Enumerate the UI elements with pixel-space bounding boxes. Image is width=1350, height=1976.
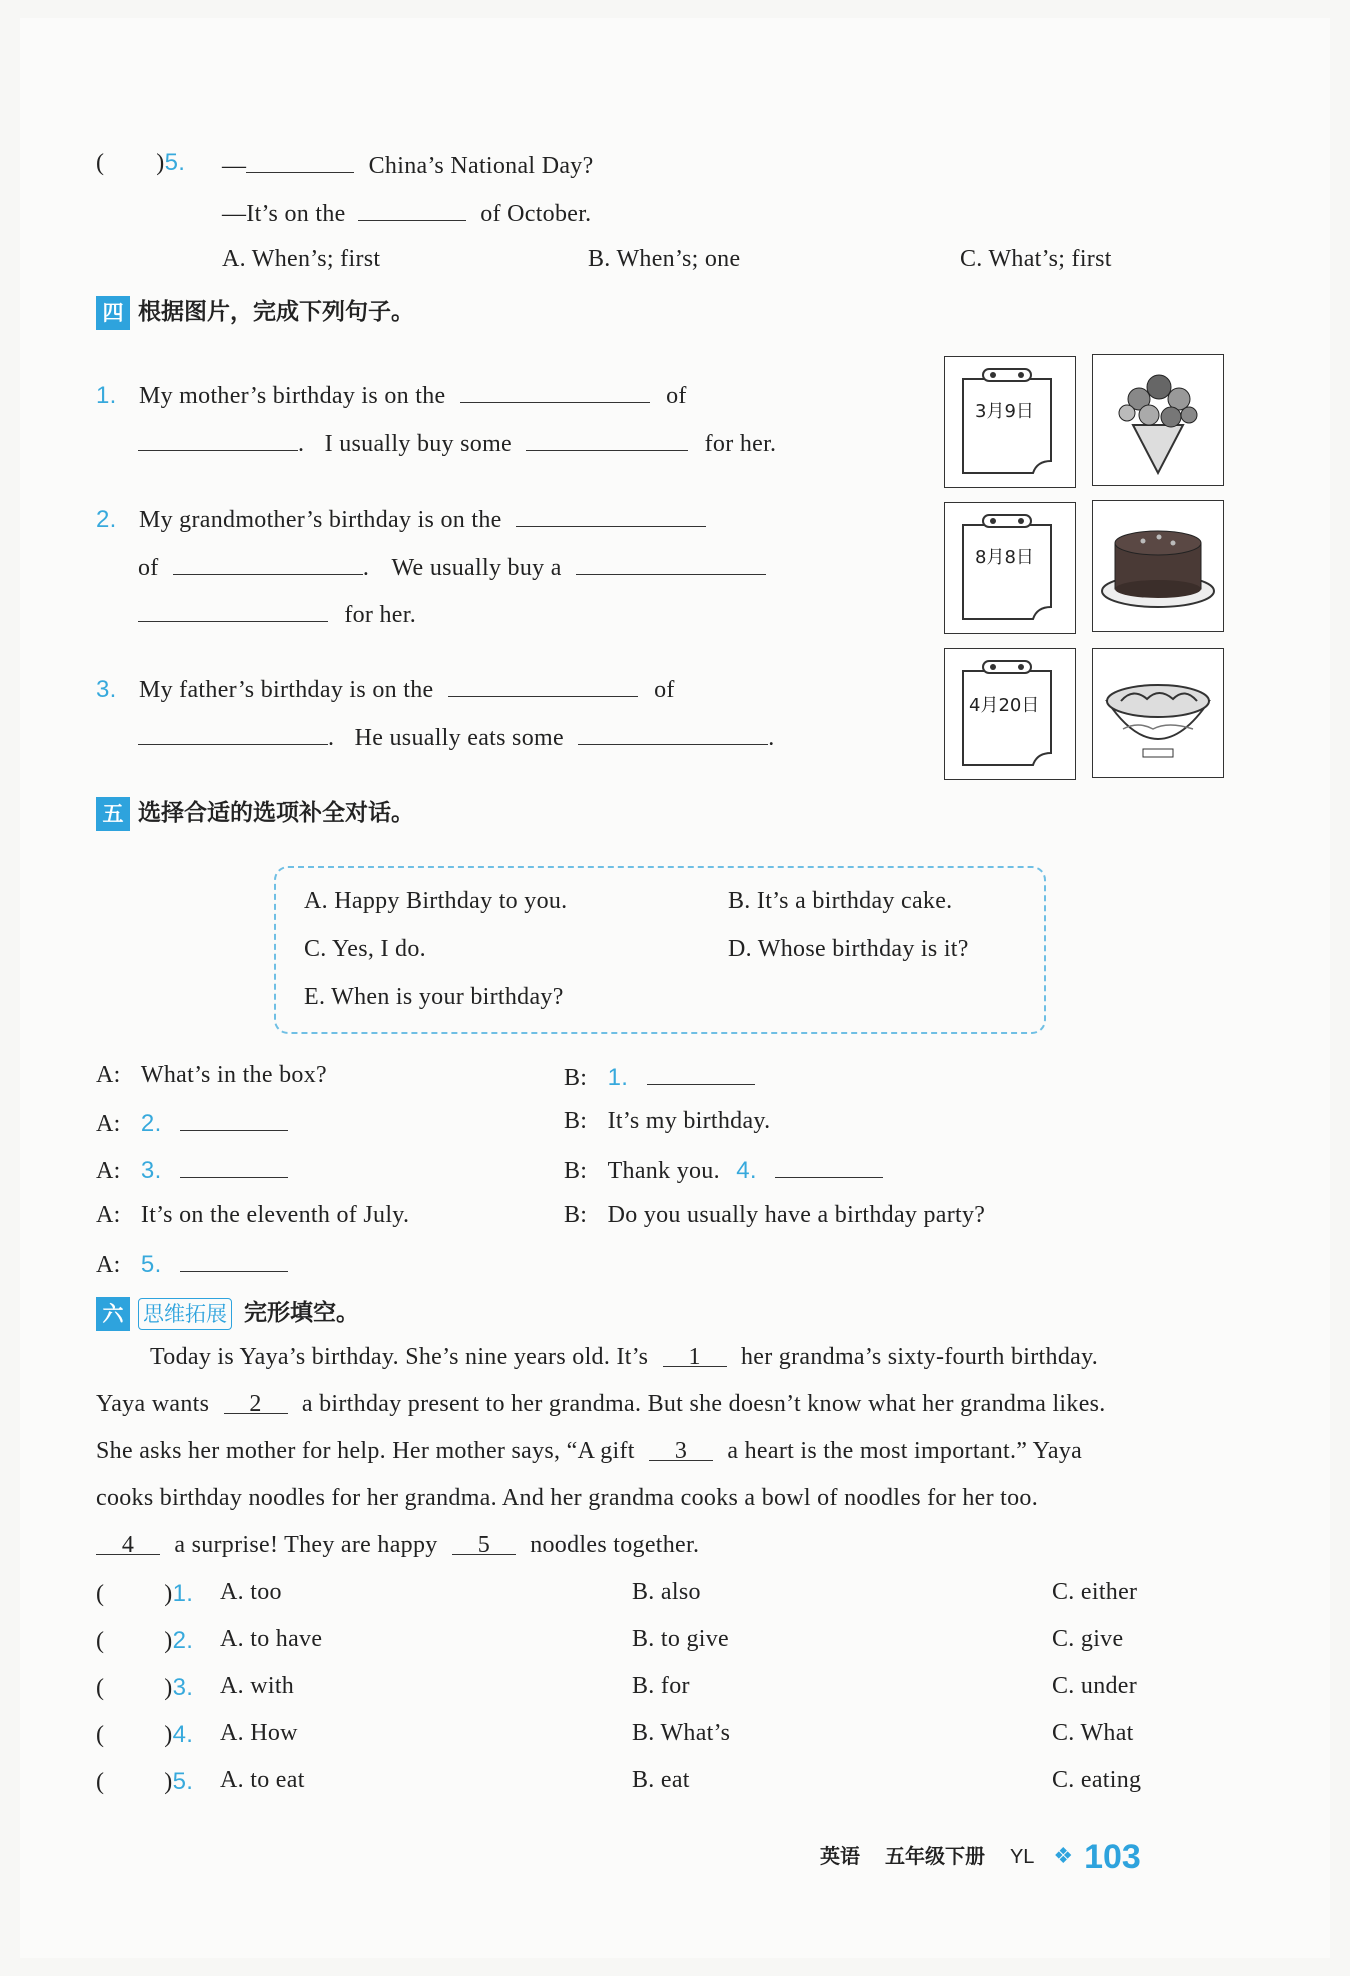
paren-open: ( xyxy=(96,1722,105,1748)
sentence-text: He usually eats some xyxy=(354,725,564,751)
passage-text: her grandma’s sixty-fourth birthday. xyxy=(740,1344,1099,1370)
passage-text: a surprise! They are happy xyxy=(174,1532,438,1558)
fill-blank[interactable] xyxy=(448,672,638,697)
calendar-date: 4月20日 xyxy=(969,695,1040,716)
cloze-blank[interactable]: 2 xyxy=(224,1389,288,1414)
s4-item3-line1 xyxy=(96,672,675,705)
option-c[interactable]: C. What xyxy=(1052,1720,1134,1746)
diamond-icon: ❖ xyxy=(1053,1844,1074,1869)
fill-blank[interactable] xyxy=(358,196,466,221)
fill-blank[interactable] xyxy=(647,1060,755,1085)
fill-blank[interactable] xyxy=(138,720,328,745)
paren-open: ( xyxy=(96,1675,105,1701)
paren-close: ) xyxy=(164,1722,173,1748)
dialogue-line xyxy=(564,1106,770,1136)
q5-line2-text: —It’s on the xyxy=(222,201,346,227)
question-number: 2. xyxy=(172,1627,194,1654)
item-number: 3. xyxy=(96,676,117,703)
question-number: 4. xyxy=(172,1721,194,1748)
speaker: A: xyxy=(96,1158,121,1184)
passage-line xyxy=(96,1436,1082,1466)
passage-text: a birthday present to her grandma. But she doesn’t know what her grandma likes. xyxy=(301,1391,1106,1417)
option-b[interactable]: B. eat xyxy=(632,1767,690,1793)
option-c[interactable]: C. give xyxy=(1052,1626,1124,1652)
fill-blank[interactable] xyxy=(578,720,768,745)
speaker: A: xyxy=(96,1202,121,1228)
dialogue-text: Thank you. xyxy=(607,1158,720,1184)
blank-number: 3. xyxy=(140,1157,162,1184)
page-footer xyxy=(820,1838,1141,1877)
cake-picture xyxy=(1092,500,1224,632)
s4-item2-line2 xyxy=(138,550,766,583)
cake-icon xyxy=(1093,501,1223,631)
speaker: B: xyxy=(564,1202,588,1228)
sentence-text: of xyxy=(666,383,687,409)
period: . xyxy=(768,725,775,751)
flowers-picture xyxy=(1092,354,1224,486)
fill-blank[interactable] xyxy=(180,1247,288,1272)
option-c[interactable]: C. Yes, I do. xyxy=(304,936,426,962)
sentence-text: of xyxy=(138,555,159,581)
calendar-date: 8月8日 xyxy=(975,547,1034,568)
sentence-text: for her. xyxy=(344,602,417,628)
section-badge: 六 xyxy=(96,1297,130,1331)
dialogue-line xyxy=(96,1106,288,1139)
option-b[interactable]: B. also xyxy=(632,1579,701,1605)
blank-number: 5. xyxy=(140,1251,162,1278)
noodles-icon xyxy=(1093,649,1223,777)
section-title: 根据图片，完成下列句子。 xyxy=(138,299,414,325)
option-c[interactable]: C. under xyxy=(1052,1673,1138,1699)
sentence-text: I usually buy some xyxy=(324,431,513,457)
answer-slot[interactable] xyxy=(104,1765,164,1789)
fill-blank[interactable] xyxy=(576,550,766,575)
s4-item1-line1 xyxy=(96,378,687,411)
dialogue-line xyxy=(96,1153,288,1186)
section-5-heading xyxy=(96,796,414,831)
option-c[interactable]: C. What’s; first xyxy=(960,246,1112,272)
page-number: 103 xyxy=(1084,1838,1141,1876)
footer-subject: 英语 xyxy=(820,1844,860,1868)
speaker: B: xyxy=(564,1158,588,1184)
passage-text: cooks birthday noodles for her grandma. And her grandma cooks a bowl of noodles for her too. xyxy=(96,1485,1039,1511)
dialogue-line xyxy=(564,1060,755,1093)
fill-blank[interactable] xyxy=(775,1153,883,1178)
option-b[interactable]: B. When’s; one xyxy=(588,246,741,272)
answer-slot[interactable] xyxy=(104,1577,164,1601)
footer-grade: 五年级下册 xyxy=(884,1844,985,1868)
section-badge: 五 xyxy=(96,797,130,831)
cloze-blank[interactable]: 3 xyxy=(649,1436,713,1461)
fill-blank[interactable] xyxy=(173,550,363,575)
paren-close: ) xyxy=(164,1581,173,1607)
cloze-question-2 xyxy=(96,1624,193,1656)
passage-line xyxy=(96,1483,1038,1513)
option-a[interactable]: A. to have xyxy=(220,1626,323,1652)
answer-slot[interactable] xyxy=(104,1671,164,1695)
fill-blank[interactable] xyxy=(138,597,328,622)
option-a[interactable]: A. Happy Birthday to you. xyxy=(304,888,568,914)
dialogue-text: What’s in the box? xyxy=(140,1062,327,1088)
fill-blank[interactable] xyxy=(246,148,354,173)
dialogue-line xyxy=(96,1247,288,1280)
footer-edition: YL xyxy=(1009,1846,1035,1868)
cloze-question-3 xyxy=(96,1671,193,1703)
paren-close: ) xyxy=(164,1675,173,1701)
option-a[interactable]: A. When’s; first xyxy=(222,246,381,272)
period: . xyxy=(362,555,370,581)
dialogue-text: It’s on the eleventh of July. xyxy=(140,1202,410,1228)
s4-item2-line1 xyxy=(96,502,706,535)
dialogue-line xyxy=(564,1200,985,1230)
sentence-text: for her. xyxy=(704,431,777,457)
item-number: 1. xyxy=(96,382,117,409)
period: . xyxy=(328,725,335,751)
q5-line1 xyxy=(222,148,594,181)
option-c[interactable]: C. eating xyxy=(1052,1767,1142,1793)
item-number: 2. xyxy=(96,506,117,533)
speaker: B: xyxy=(564,1065,588,1091)
passage-line xyxy=(150,1342,1098,1372)
calendar-picture-1 xyxy=(944,356,1076,488)
cloze-blank[interactable]: 1 xyxy=(663,1342,727,1367)
passage-text: Today is Yaya’s birthday. She’s nine years old. It’s xyxy=(150,1344,649,1370)
option-b[interactable]: B. What’s xyxy=(632,1720,731,1746)
passage-text: a heart is the most important.” Yaya xyxy=(727,1438,1083,1464)
paren-open: ( xyxy=(96,150,105,176)
option-a[interactable]: A. too xyxy=(220,1579,282,1605)
option-c[interactable]: C. either xyxy=(1052,1579,1138,1605)
question-number: 3. xyxy=(172,1674,194,1701)
dash: — xyxy=(222,153,247,179)
section-6-heading xyxy=(96,1296,359,1331)
paren-open: ( xyxy=(96,1628,105,1654)
dialogue-line xyxy=(96,1060,327,1090)
question-number: 1. xyxy=(172,1580,194,1607)
cloze-blank[interactable]: 5 xyxy=(452,1530,516,1555)
paren-close: ) xyxy=(156,150,165,176)
cloze-question-4 xyxy=(96,1718,193,1750)
section-title: 选择合适的选项补全对话。 xyxy=(138,800,414,826)
fill-blank[interactable] xyxy=(180,1153,288,1178)
extension-tag: 思维拓展 xyxy=(138,1298,232,1330)
fill-blank[interactable] xyxy=(460,378,650,403)
calendar-date: 3月9日 xyxy=(975,401,1034,422)
section-title: 完形填空。 xyxy=(244,1300,359,1326)
answer-slot[interactable] xyxy=(104,1624,164,1648)
fill-blank[interactable] xyxy=(516,502,706,527)
dialogue-text: Do you usually have a birthday party? xyxy=(607,1202,986,1228)
question-number: 5. xyxy=(172,1768,194,1795)
option-e[interactable]: E. When is your birthday? xyxy=(304,984,564,1010)
passage-line xyxy=(96,1530,699,1560)
speaker: A: xyxy=(96,1111,121,1137)
option-b[interactable]: B. for xyxy=(632,1673,690,1699)
s4-item1-line2 xyxy=(138,426,776,459)
dialogue-line xyxy=(564,1153,883,1186)
blank-number: 1. xyxy=(607,1064,629,1091)
dialogue-text: It’s my birthday. xyxy=(607,1108,771,1134)
speaker: A: xyxy=(96,1252,121,1278)
option-b[interactable]: B. It’s a birthday cake. xyxy=(728,888,953,914)
section-badge: 四 xyxy=(96,296,130,330)
passage-text: noodles together. xyxy=(530,1532,700,1558)
sentence-text: My father’s birthday is on the xyxy=(138,677,434,703)
option-a[interactable]: A. How xyxy=(220,1720,298,1746)
speaker: B: xyxy=(564,1108,588,1134)
sentence-text: My grandmother’s birthday is on the xyxy=(138,507,502,533)
paren-close: ) xyxy=(164,1769,173,1795)
calendar-picture-2 xyxy=(944,502,1076,634)
question-number: 5. xyxy=(164,149,186,176)
blank-number: 2. xyxy=(140,1110,162,1137)
q5-line2-suffix: of October. xyxy=(480,201,592,227)
option-d[interactable]: D. Whose birthday is it? xyxy=(728,936,969,962)
calendar-picture-3 xyxy=(944,648,1076,780)
paren-open: ( xyxy=(96,1581,105,1607)
flowers-icon xyxy=(1093,355,1223,485)
option-b[interactable]: B. to give xyxy=(632,1626,729,1652)
passage-text: She asks her mother for help. Her mother says, “A gift xyxy=(96,1438,635,1464)
option-a[interactable]: A. to eat xyxy=(220,1767,305,1793)
option-a[interactable]: A. with xyxy=(220,1673,295,1699)
passage-text: Yaya wants xyxy=(96,1391,210,1417)
q5-line1-text: China’s National Day? xyxy=(368,153,594,179)
answer-paren[interactable] xyxy=(96,148,185,178)
cloze-question-5 xyxy=(96,1765,193,1797)
s4-item2-line3 xyxy=(138,597,416,630)
speaker: A: xyxy=(96,1062,121,1088)
dialogue-line xyxy=(96,1200,409,1230)
fill-blank[interactable] xyxy=(138,426,298,451)
answer-slot[interactable] xyxy=(104,1718,164,1742)
fill-blank[interactable] xyxy=(180,1106,288,1131)
noodles-picture xyxy=(1092,648,1224,778)
section-4-heading xyxy=(96,295,414,330)
passage-line xyxy=(96,1389,1106,1419)
blank-number: 4. xyxy=(736,1157,757,1184)
paren-close: ) xyxy=(164,1628,173,1654)
cloze-question-1 xyxy=(96,1577,193,1609)
q5-line2 xyxy=(222,196,591,229)
cloze-blank[interactable]: 4 xyxy=(96,1530,160,1555)
sentence-text: of xyxy=(654,677,675,703)
paren-open: ( xyxy=(96,1769,105,1795)
sentence-text: We usually buy a xyxy=(391,555,562,581)
s4-item3-line2 xyxy=(138,720,775,753)
fill-blank[interactable] xyxy=(526,426,688,451)
period: . xyxy=(298,431,305,457)
sentence-text: My mother’s birthday is on the xyxy=(138,383,446,409)
